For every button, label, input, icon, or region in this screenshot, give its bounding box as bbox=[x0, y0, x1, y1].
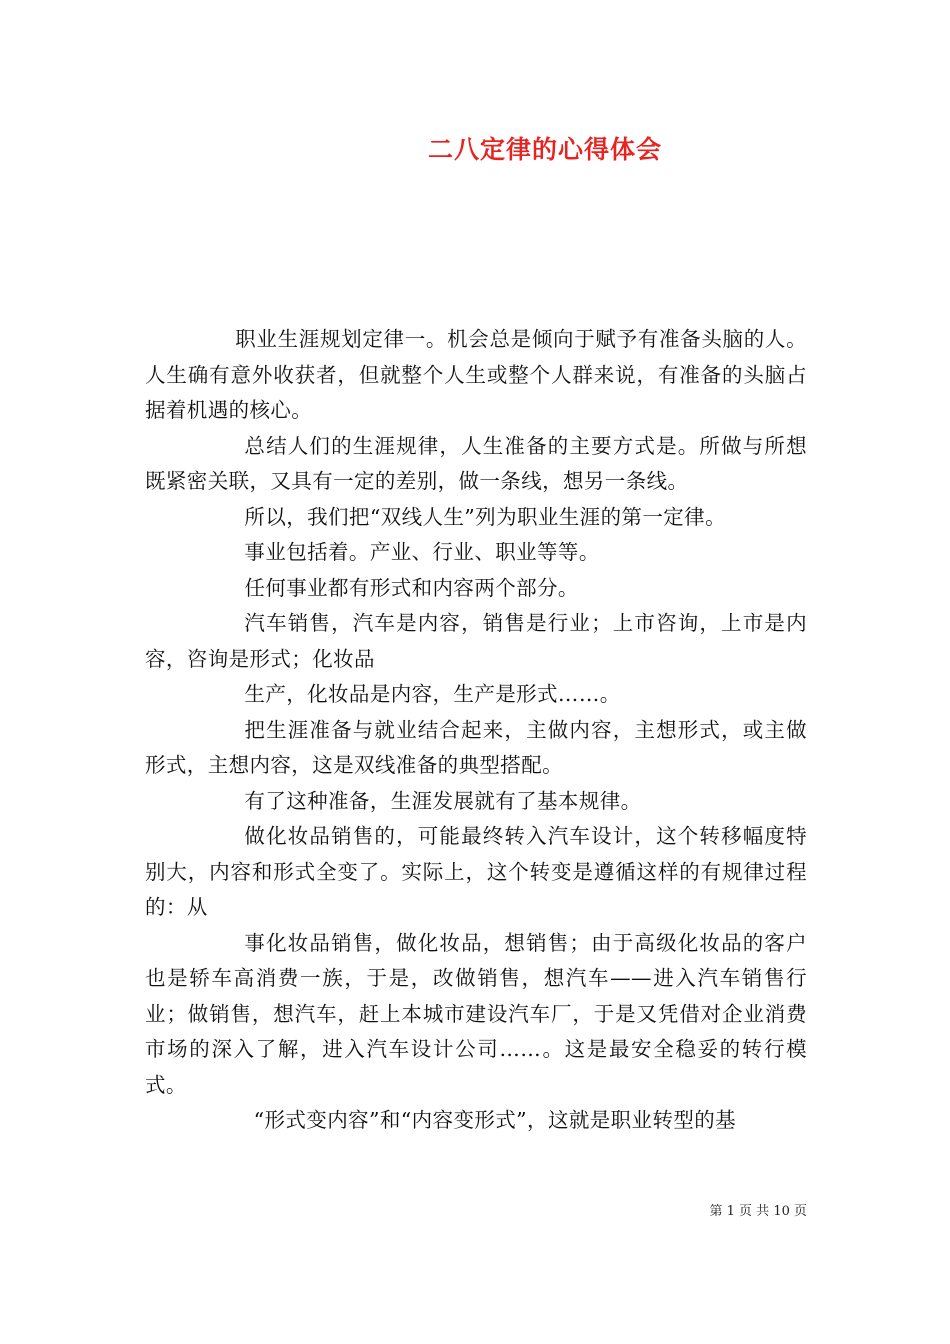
document-body bbox=[145, 322, 807, 1139]
paragraph-1: 职业生涯规划定律一。机会总是倾向于赋予有准备头脑的人。人生确有意外收获者，但就整个人生或整个人群来说，有准备的头脑占据着机遇的核心。 bbox=[145, 327, 807, 422]
page-number-footer: 第 1 页 共 10 页 bbox=[709, 1204, 807, 1219]
paragraph-11: 事化妆品销售，做化妆品，想销售；由于高级化妆品的客户也是轿车高消费一族，于是，改做销售，想汽车——进入汽车销售行业；做销售，想汽车，赶上本城市建设汽车厂，于是又凭借对企业消费市场的深入了解，进入汽车设计公司……。这是最安全稳妥的转行模式。 bbox=[145, 930, 807, 1097]
paragraph-7: 生产，化妆品是内容，生产是形式……。 bbox=[244, 682, 621, 706]
paragraph-10: 做化妆品销售的，可能最终转入汽车设计，这个转移幅度特别大，内容和形式全变了。实际上，这个转变是遵循这样的有规律过程的：从 bbox=[145, 824, 807, 919]
paragraph-3: 所以，我们把“双线人生”列为职业生涯的第一定律。 bbox=[244, 504, 726, 529]
paragraph-9: 有了这种准备，生涯发展就有了基本规律。 bbox=[244, 788, 642, 813]
page-title: 二八定律的心得体会 bbox=[427, 135, 662, 164]
paragraph-12: “形式变内容”和“内容变形式”，这就是职业转型的基 bbox=[253, 1108, 737, 1132]
paragraph-6: 汽车销售，汽车是内容，销售是行业；上市咨询，上市是内容，咨询是形式；化妆品 bbox=[145, 611, 807, 671]
paragraph-8: 把生涯准备与就业结合起来，主做内容，主想形式，或主做形式，主想内容，这是双线准备的典型搭配。 bbox=[145, 717, 807, 777]
paragraph-5: 任何事业都有形式和内容两个部分。 bbox=[244, 575, 579, 600]
paragraph-4: 事业包括着。产业、行业、职业等等。 bbox=[244, 540, 600, 564]
paragraph-2: 总结人们的生涯规律，人生准备的主要方式是。所做与所想既紧密关联，又具有一定的差别，做一条线，想另一条线。 bbox=[145, 433, 807, 493]
